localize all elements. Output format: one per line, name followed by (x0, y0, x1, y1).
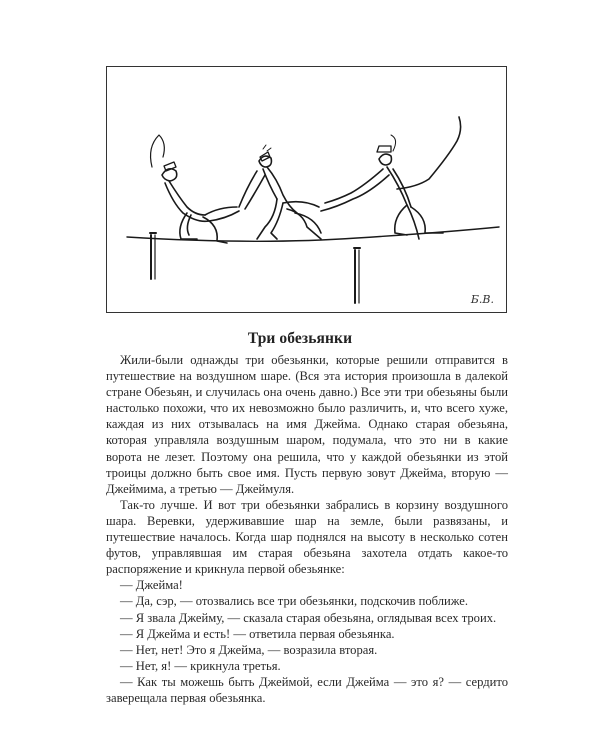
left-post (150, 233, 156, 279)
story-title: Три обезьянки (247, 330, 353, 347)
monkey-middle (239, 145, 321, 239)
dialogue-line: — Как ты можешь быть Джеймой, если Джейма — это я? — сердито заверещала первая обезьянка. (106, 674, 508, 705)
illustration-frame (106, 66, 507, 313)
story-body (106, 352, 508, 706)
three-monkeys-drawing (107, 67, 508, 314)
dialogue-line: — Нет, нет! Это я Джейма, — возразила вторая. (120, 642, 378, 657)
monkey-right (321, 117, 461, 239)
dialogue-line: — Я звала Джейму, — сказала старая обезьяна, оглядывая всех троих. (120, 610, 497, 625)
monkey-left (151, 135, 239, 243)
paragraph-intro: Жили-были однажды три обезьянки, которые решили отправится в путешествие на воздушном шаре. (Вся эта история произошла в далекой стране Обезьян, и случилась она очень давно.) Все эти три обезьяны были настолько похожи, что их невозможно было различить, и, что всего хуже, каждая из них отзывалась на имя Джейма. Однако старая обезьяна, которая управляла воздушным шаром, подумала, что это ни в какие ворота не лезет. Поэтому она решила, что у каждой обезьянки из этой троицы должно быть свое имя. Пусть первую зовут Джейма, вторую — Джеймима, а третью — Джеймуля. (106, 353, 508, 496)
right-post (354, 248, 360, 303)
artist-signature: Б.В. (470, 293, 494, 306)
dialogue-line: — Да, сэр, — отозвались все три обезьянки, подскочив поближе. (120, 594, 469, 609)
dialogue-line: — Джейма! (120, 578, 183, 593)
dialogue-line: — Нет, я! — крикнула третья. (120, 658, 281, 673)
paragraph-departure: Так-то лучше. И вот три обезьянки забрались в корзину воздушного шара. Веревки, удерживавшие шар на земле, были развязаны, и путешествие началось. Когда шар поднялся на высоту в несколько сотен футов, управлявшая им старая обезьяна захотела отдать какое-то распоряжение и крикнула первой обезьянке: (106, 497, 508, 577)
dialogue-line: — Я Джейма и есть! — ответила первая обезьянка. (120, 626, 395, 641)
